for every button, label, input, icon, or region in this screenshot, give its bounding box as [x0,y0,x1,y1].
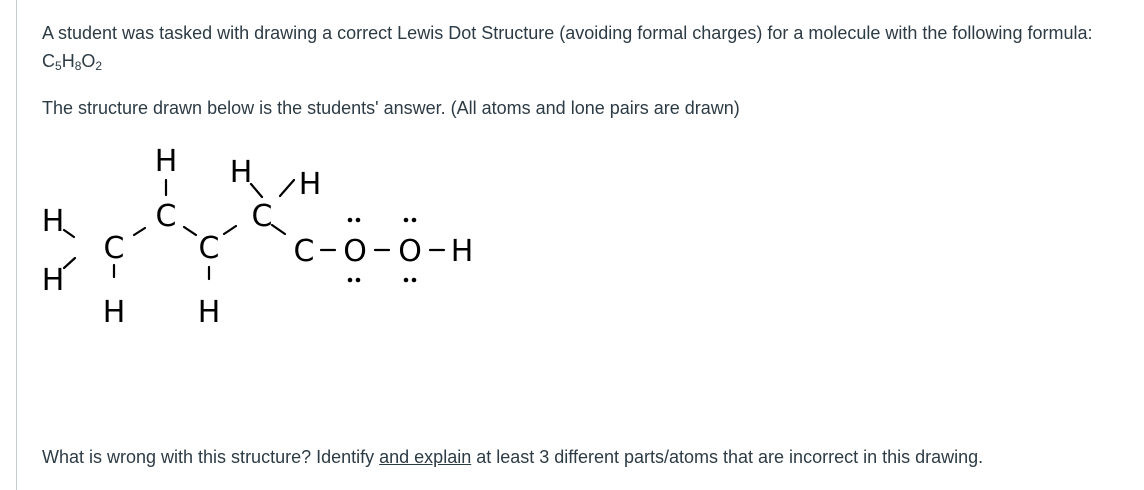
bond-c4-c5 [272,225,285,234]
bond-c4-h-left [251,184,262,197]
atom-c3: C [198,231,220,266]
lone-pair-o2-top [404,218,417,223]
question-prompt: What is wrong with this structure? Identify and explain at least 3 different parts/atoms that are incorrect in this drawing. [42,447,984,467]
lone-pair-o1-bottom [348,278,361,283]
atom-h-c1-top: H [41,204,65,239]
atom-o2: O [398,234,422,269]
atom-c5: C [293,234,315,269]
atom-c2: C [155,199,177,234]
atom-c1: C [103,231,125,266]
atom-h-c3: H [197,295,221,330]
lone-pair-o2-bottom [404,278,417,283]
atom-h-o2: H [450,234,474,269]
lewis-structure-drawing [30,140,530,340]
atom-h-c4-b: H [298,167,322,202]
atom-h-c2: H [154,144,178,179]
bond-c3-c4 [224,226,236,234]
atom-o1: O [343,234,367,269]
molecular-formula: $C_5H_8O_2$ [42,51,103,73]
bond-c1-h-top [64,230,74,237]
content-left-border [16,0,17,490]
question-intro: A student was tasked with drawing a correct Lewis Dot Structure (avoiding formal charges) for a molecule with the following formula: $C_5H_8O_2$ [42,23,1093,73]
structure-note: The structure drawn below is the students' answer. (All atoms and lone pairs are drawn) [42,98,740,118]
bond-c1-h-bottom [64,258,75,268]
atom-c4: C [251,199,273,234]
atom-h-c1-bottom: H [41,263,65,298]
bond-c4-h-right [280,180,294,196]
bond-c2-c3 [184,227,196,235]
atom-h-c1-below: H [102,295,126,330]
emphasis-underline: and explain [379,447,472,467]
bond-c1-c2 [134,228,145,235]
lone-pair-o1-top [348,218,361,223]
atom-h-c4-a: H [229,155,253,190]
